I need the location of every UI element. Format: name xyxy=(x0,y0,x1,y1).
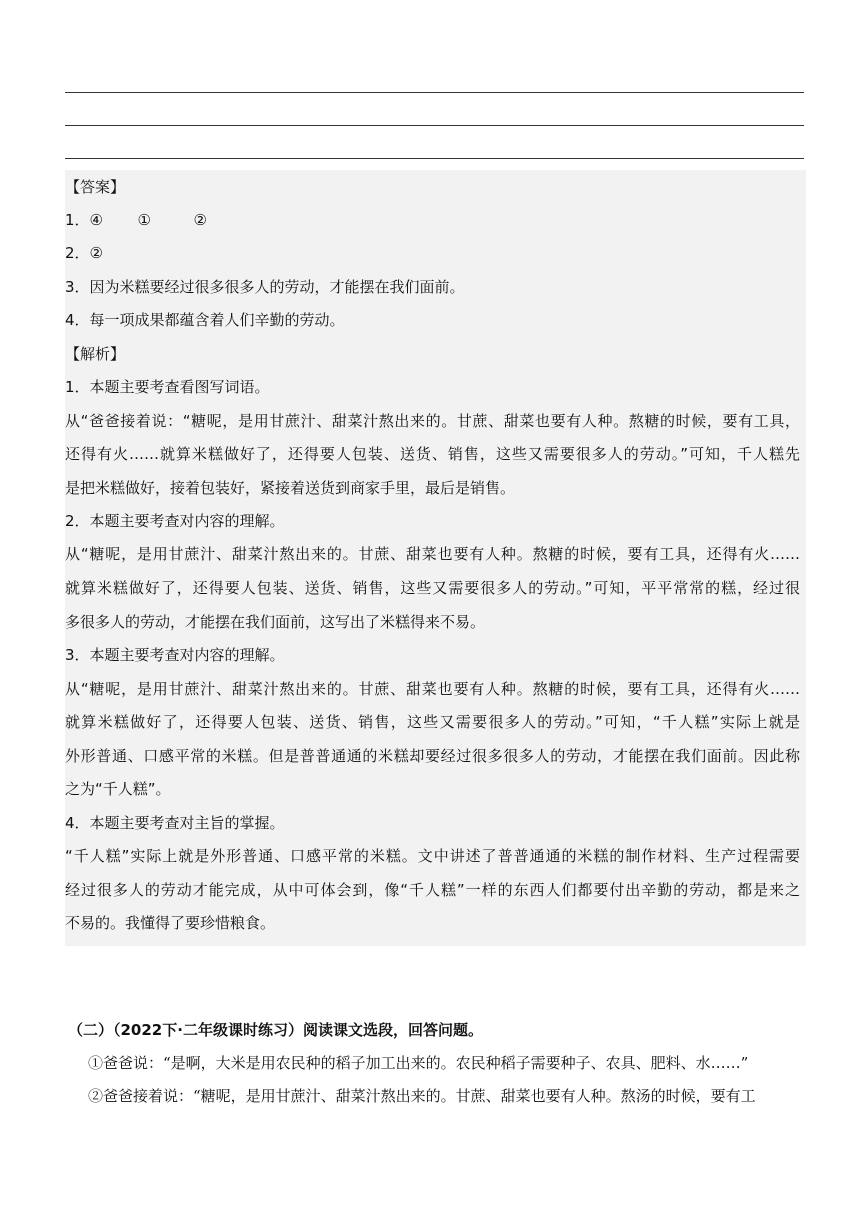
answer-item-number: 1． xyxy=(65,211,90,229)
analysis-line: 还得有火……就算米糕做好了，还得要人包装、送货、销售，这些又需要很多人的劳动。”可知，千人糕先 xyxy=(65,445,800,463)
answer-option: ① xyxy=(137,211,151,229)
passage-paragraph-1: ①爸爸说：“是啊，大米是用农民种的稻子加工出来的。农民种稻子需要种子、农具、肥料、水……” xyxy=(88,1054,749,1072)
analysis-line: 3．本题主要考查对内容的理解。 xyxy=(65,646,285,664)
answer-option: ④ xyxy=(89,211,103,229)
analysis-line: 2．本题主要考查对内容的理解。 xyxy=(65,512,285,530)
analysis-line: 就算米糕做好了，还得要人包装、送货、销售，这些又需要很多人的劳动。”可知，平平常常的糕，经过很 xyxy=(65,579,800,597)
answer-item-text: ② xyxy=(89,244,103,262)
answer-heading: 【答案】 xyxy=(65,178,126,196)
analysis-line: 经过很多人的劳动才能完成，从中可体会到，像“千人糕”一样的东西人们都要付出辛勤的劳动，都是来之 xyxy=(65,881,800,899)
analysis-line: 不易的。我懂得了要珍惜粮食。 xyxy=(65,914,276,932)
analysis-line: 从“糖呢，是用甘蔗汁、甜菜汁熬出来的。甘蔗、甜菜也要有人种。熬糖的时候，要有工具，还得有火…… xyxy=(65,680,800,698)
answer-box xyxy=(65,170,806,946)
analysis-line: 4．本题主要考查对主旨的掌握。 xyxy=(65,814,285,832)
answer-line-2 xyxy=(65,125,804,126)
answer-option: ② xyxy=(193,211,207,229)
analysis-line: 从“糖呢，是用甘蔗汁、甜菜汁熬出来的。甘蔗、甜菜也要有人种。熬糖的时候，要有工具，还得有火…… xyxy=(65,545,800,563)
analysis-line: 外形普通、口感平常的米糕。但是普普通通的米糕却要经过很多很多人的劳动，才能摆在我们面前。因此称 xyxy=(65,747,800,765)
analysis-line: 就算米糕做好了，还得要人包装、送货、销售，这些又需要很多人的劳动。”可知，“千人糕”实际上就是 xyxy=(65,713,800,731)
section-title: （二）（2022下·二年级课时练习）阅读课文选段，回答问题。 xyxy=(68,1021,483,1039)
answer-item-number: 3． xyxy=(65,278,90,296)
answer-line-3 xyxy=(65,158,804,159)
analysis-line: 1．本题主要考查看图写词语。 xyxy=(65,378,270,396)
analysis-line: 之为“千人糕”。 xyxy=(65,780,171,798)
answer-item-1 xyxy=(65,210,800,230)
answer-item-4 xyxy=(65,310,800,330)
answer-item-number: 2． xyxy=(65,244,90,262)
analysis-heading: 【解析】 xyxy=(65,345,126,363)
analysis-line: 是把米糕做好，接着包装好，紧接着送货到商家手里，最后是销售。 xyxy=(65,479,516,497)
analysis-line: 从“爸爸接着说：“糖呢，是用甘蔗汁、甜菜汁熬出来的。甘蔗、甜菜也要有人种。熬糖的时候，要有工具， xyxy=(65,412,800,430)
analysis-line: “千人糕”实际上就是外形普通、口感平常的米糕。文中讲述了普普通通的米糕的制作材料、生产过程需要 xyxy=(65,847,800,865)
answer-item-3 xyxy=(65,277,800,297)
answer-item-text: 每一项成果都蕴含着人们辛勤的劳动。 xyxy=(89,311,345,329)
answer-item-text: 因为米糕要经过很多很多人的劳动，才能摆在我们面前。 xyxy=(89,278,465,296)
passage-paragraph-2: ②爸爸接着说：“糖呢，是用甘蔗汁、甜菜汁熬出来的。甘蔗、甜菜也要有人种。熬汤的时候，要有工 xyxy=(88,1087,756,1105)
answer-item-2 xyxy=(65,243,800,263)
answer-line-1 xyxy=(65,92,804,93)
analysis-line: 多很多人的劳动，才能摆在我们面前，这写出了米糕得来不易。 xyxy=(65,613,486,631)
answer-item-number: 4． xyxy=(65,311,90,329)
